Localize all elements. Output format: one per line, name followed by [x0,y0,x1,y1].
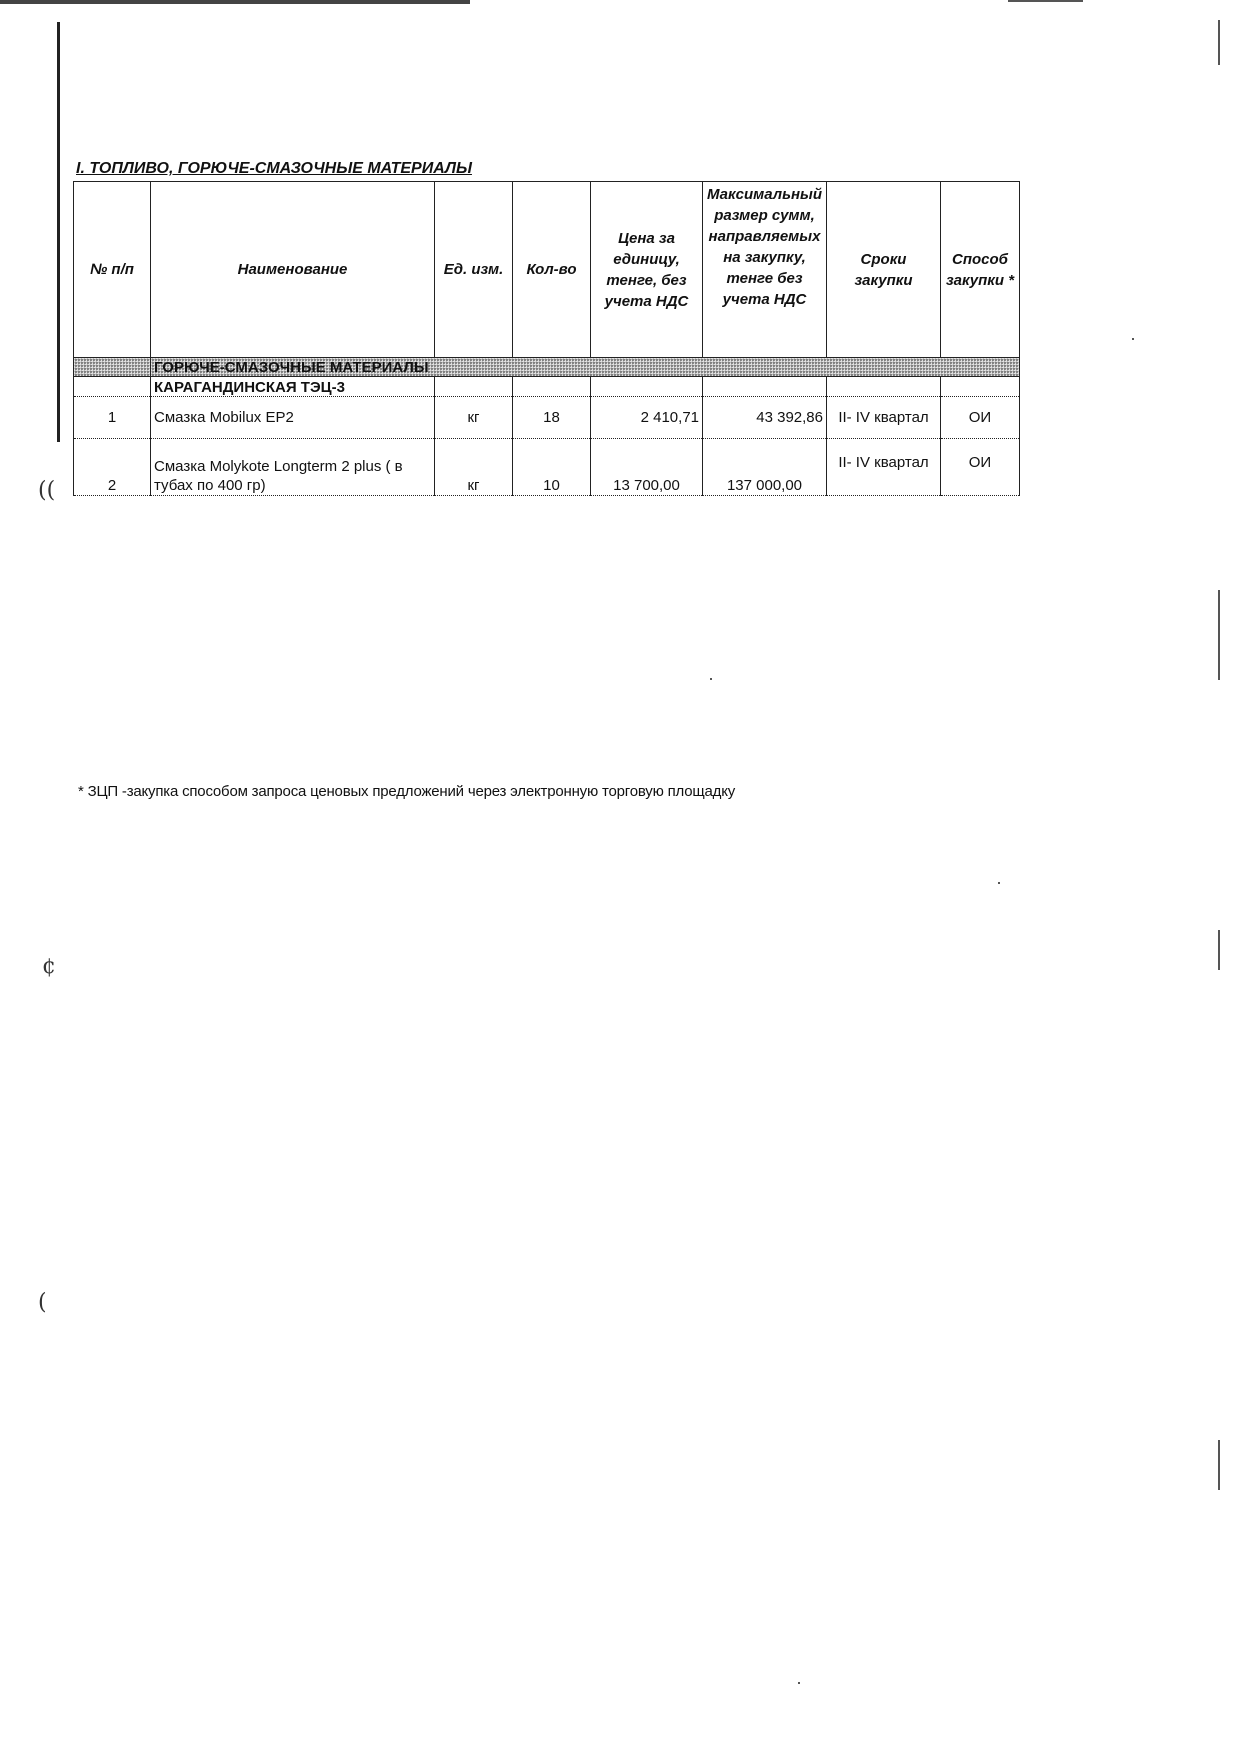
cell-amount: 137 000,00 [703,439,827,496]
header-period: Сроки закупки [827,182,941,358]
scan-speck [998,882,1000,884]
header-name: Наименование [151,182,435,358]
cell-price: 2 410,71 [591,397,703,439]
section-title: I. ТОПЛИВО, ГОРЮЧЕ-СМАЗОЧНЫЕ МАТЕРИАЛЫ [76,160,472,177]
table-header-row [74,182,1020,358]
margin-mark: ¢ [42,954,56,979]
cell-num: 1 [74,397,151,439]
header-num: № п/п [74,182,151,358]
cell-unit: кг [435,397,513,439]
margin-mark: ( [38,1290,47,1315]
cell-price: 13 700,00 [591,439,703,496]
cell-method: ОИ [941,397,1020,439]
header-method: Способ закупки * [941,182,1020,358]
cell-period: II- IV квартал [827,397,941,439]
subgroup-title: КАРАГАНДИНСКАЯ ТЭЦ-3 [151,377,435,397]
cell-name: Смазка Mobilux EP2 [151,397,435,439]
table-row [74,397,1020,439]
scan-speck [798,1682,800,1684]
scan-edge-right [1218,590,1220,680]
margin-mark: (( [38,478,56,503]
scan-edge-top-right [1008,0,1083,2]
header-qty: Кол-во [513,182,591,358]
scan-edge-top [0,0,470,4]
procurement-table [73,181,1020,496]
group-title: ГОРЮЧЕ-СМАЗОЧНЫЕ МАТЕРИАЛЫ [151,358,1020,377]
subgroup-row [74,377,1020,397]
cell-qty: 10 [513,439,591,496]
table-row [74,439,1020,496]
scan-speck [710,678,712,680]
cell-qty: 18 [513,397,591,439]
cell-period: II- IV квартал [827,439,941,496]
group-row [74,358,1020,377]
cell-name: Смазка Molykote Longterm 2 plus ( в тубах по 400 гр) [151,439,435,496]
scan-edge-right [1218,20,1220,65]
header-price: Цена за единицу, тенге, без учета НДС [591,182,703,358]
scan-speck [1132,338,1134,340]
cell-method: ОИ [941,439,1020,496]
scan-edge-right [1218,1440,1220,1490]
cell-unit: кг [435,439,513,496]
footnote: * ЗЦП -закупка способом запроса ценовых предложений через электронную торговую площадку [78,783,736,800]
cell-num: 2 [74,439,151,496]
scan-edge-left [57,22,60,442]
header-max-amount: Максимальный размер сумм, направляемых на закупку, тенге без учета НДС [703,182,827,358]
scan-edge-right [1218,930,1220,970]
header-unit: Ед. изм. [435,182,513,358]
cell-amount: 43 392,86 [703,397,827,439]
